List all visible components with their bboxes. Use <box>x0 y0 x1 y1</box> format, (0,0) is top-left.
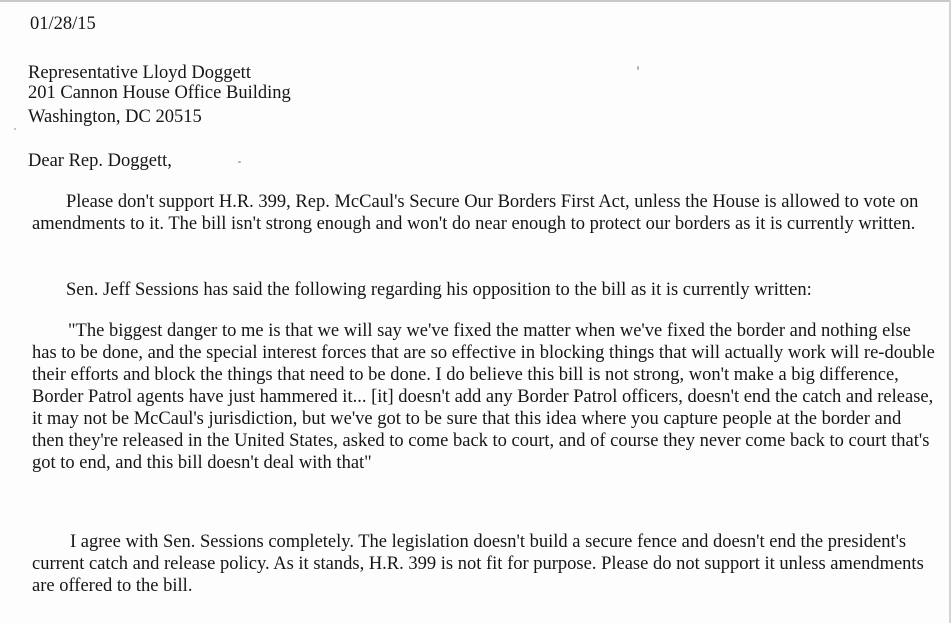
recipient-address-line: 201 Cannon House Office Building <box>28 83 291 103</box>
paragraph-sessions-quote: "The biggest danger to me is that we will say we've fixed the matter when we've fixed the border and nothing else has to be done, and the special interest forces that are so effective in blocking things that will actually work will re-double their efforts and block the things that need to be done. I do believe this bill is not strong, won't make a big difference, Border Patrol agents have just hammered it... [it] doesn't add any Border Patrol officers, doesn't end the catch and release, it may not be McCaul's jurisdiction, but we've got to be sure that this idea where you capture people at the border and then they're released in the United States, asked to come back to court, and of course they never come back to court that's got to end, and this bill doesn't deal with that" <box>32 321 935 473</box>
letter-date: 01/28/15 <box>30 14 96 34</box>
paragraph-request: Please don't support H.R. 399, Rep. McCaul's Secure Our Borders First Act, unless the House is allowed to vote on amendments to it. The bill isn't strong enough and won't do near enough to protect our borders as it is currently written. <box>32 192 919 234</box>
scan-speck <box>14 128 16 130</box>
scan-speck <box>637 66 639 70</box>
paragraph-closing: I agree with Sen. Sessions completely. The legislation doesn't build a secure fence and doesn't end the president's current catch and release policy. As it stands, H.R. 399 is not fit for purpose. Please do not support it unless amendments are offered to the bill. <box>32 532 924 596</box>
scan-speck <box>238 161 241 163</box>
paragraph-sessions-intro: Sen. Jeff Sessions has said the following regarding his opposition to the bill as it is currently written: <box>66 280 812 300</box>
recipient-name: Representative Lloyd Doggett <box>28 63 251 83</box>
page-top-edge <box>0 0 951 2</box>
salutation: Dear Rep. Doggett, <box>28 151 172 171</box>
recipient-city-state-zip: Washington, DC 20515 <box>28 107 202 127</box>
